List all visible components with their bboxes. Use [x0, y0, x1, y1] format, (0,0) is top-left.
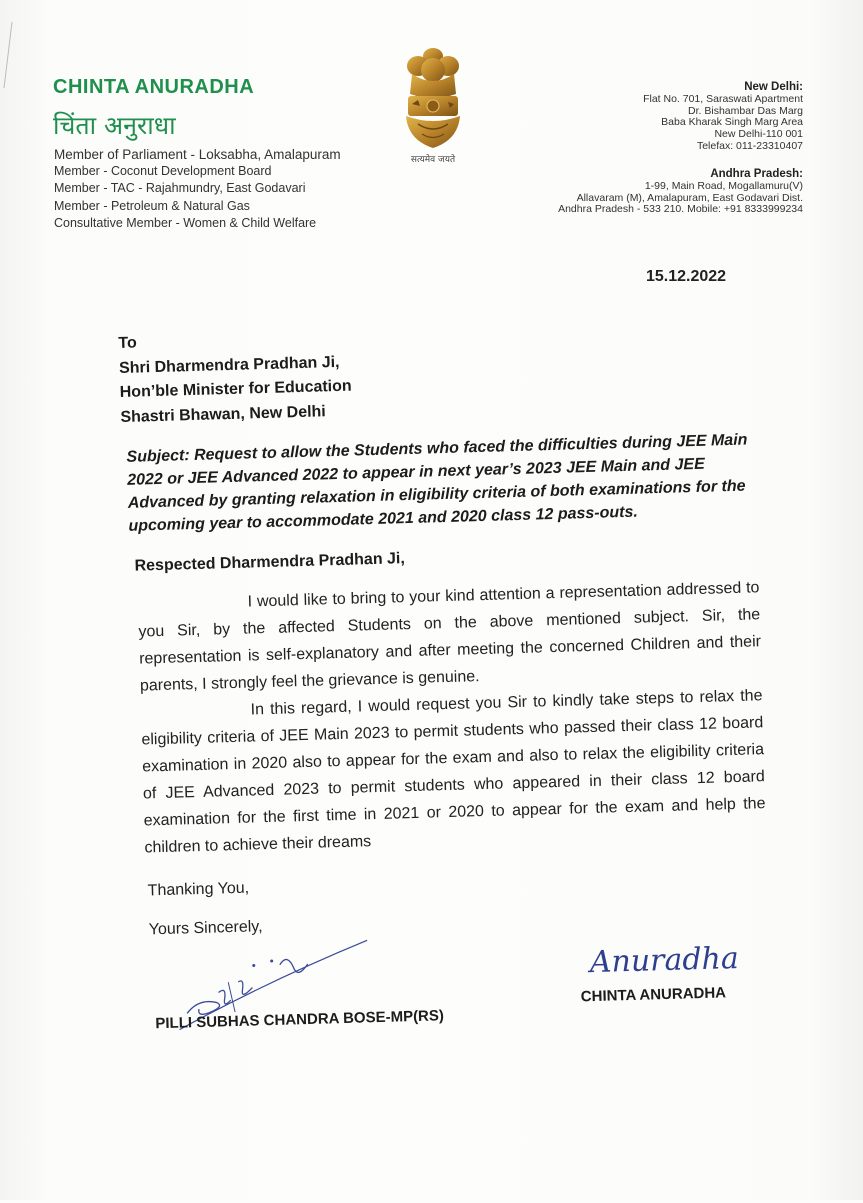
- letterhead-name-english: CHINTA ANURADHA: [53, 76, 255, 98]
- address-line: Allavaram (M), Amalapuram, East Godavari Dist.: [576, 191, 803, 204]
- address-line: Flat No. 701, Saraswati Apartment: [643, 92, 803, 105]
- address-line: Telefax: 011-23310407: [696, 139, 803, 152]
- paragraph-1: [137, 574, 762, 699]
- salutation: Respected Dharmendra Pradhan Ji,: [134, 550, 406, 575]
- letterhead-name-hindi: चिंता अनुराधा: [53, 111, 176, 140]
- recipient-line: To: [118, 334, 137, 353]
- signature-2-icon: [583, 929, 764, 989]
- role-line: Member - Coconut Development Board: [54, 164, 272, 179]
- signature-2-text: Anuradha: [589, 940, 740, 981]
- andhra-heading: Andhra Pradesh:: [710, 168, 803, 180]
- closing-thanks: Thanking You,: [147, 879, 250, 900]
- role-line: Member of Parliament - Loksabha, Amalapuram: [54, 147, 341, 162]
- new-delhi-heading: New Delhi:: [744, 81, 803, 93]
- letter-date: 15.12.2022: [646, 268, 727, 285]
- paragraph-2: [140, 682, 766, 861]
- role-line: Member - Petroleum & Natural Gas: [54, 198, 250, 213]
- paragraph-1-text: I would like to bring to your kind attention a representation addressed to you Sir, by the affected Students on the above mentioned subject. Sir, the representation is self-explanatory and after meeting the concerned Children and their parents, I strongly feel the grievance is genuine.: [138, 579, 762, 695]
- signatory-2-name: CHINTA ANURADHA: [580, 984, 727, 1006]
- address-line: Dr. Bishambar Das Marg: [688, 104, 803, 117]
- recipient-line: Shastri Bhawan, New Delhi: [120, 402, 326, 426]
- recipient-line: Hon’ble Minister for Education: [119, 377, 352, 402]
- emblem-motto: सत्यमेव जयते: [410, 155, 456, 165]
- recipient-block: [118, 326, 353, 430]
- recipient-line: Shri Dharmendra Pradhan Ji,: [118, 353, 340, 377]
- address-line: Andhra Pradesh - 533 210. Mobile: +91 8333999234: [558, 203, 803, 216]
- signatory-1-name: PILLI SUBHAS CHANDRA BOSE-MP(RS): [155, 1007, 445, 1033]
- address-line: New Delhi-110 001: [714, 128, 803, 141]
- address-line: 1-99, Main Road, Mogallamuru(V): [644, 179, 803, 192]
- paragraph-2-text: In this regard, I would request you Sir to kindly take steps to relax the eligibility criteria of JEE Main 2023 to permit students who passed their class 12 board examination in 2020 also to appear for the exam and also to relax the eligibility criteria of JEE Advanced 2023 to permit students who appeared in their class 12 board examination for the first time in 2021 or 2020 to appear for the exam and help the children to achieve their dreams: [141, 687, 766, 857]
- closing-sincerely: Yours Sincerely,: [148, 918, 263, 939]
- role-line: Consultative Member - Women & Child Welfare: [54, 215, 317, 230]
- address-line: Baba Kharak Singh Marg Area: [661, 116, 803, 129]
- subject-line: Subject: Request to allow the Students who faced the difficulties during JEE Main 2022 or JEE Advanced 2022 to appear in next year’s 2023 JEE Main and JEE Advanced by granting relaxation in eligibility criteria of both examinations for the upcoming year to accommodate 2021 and 2020 class 12 pass-outs.: [126, 431, 748, 535]
- role-line: Member - TAC - Rajahmundry, East Godavari: [54, 181, 306, 196]
